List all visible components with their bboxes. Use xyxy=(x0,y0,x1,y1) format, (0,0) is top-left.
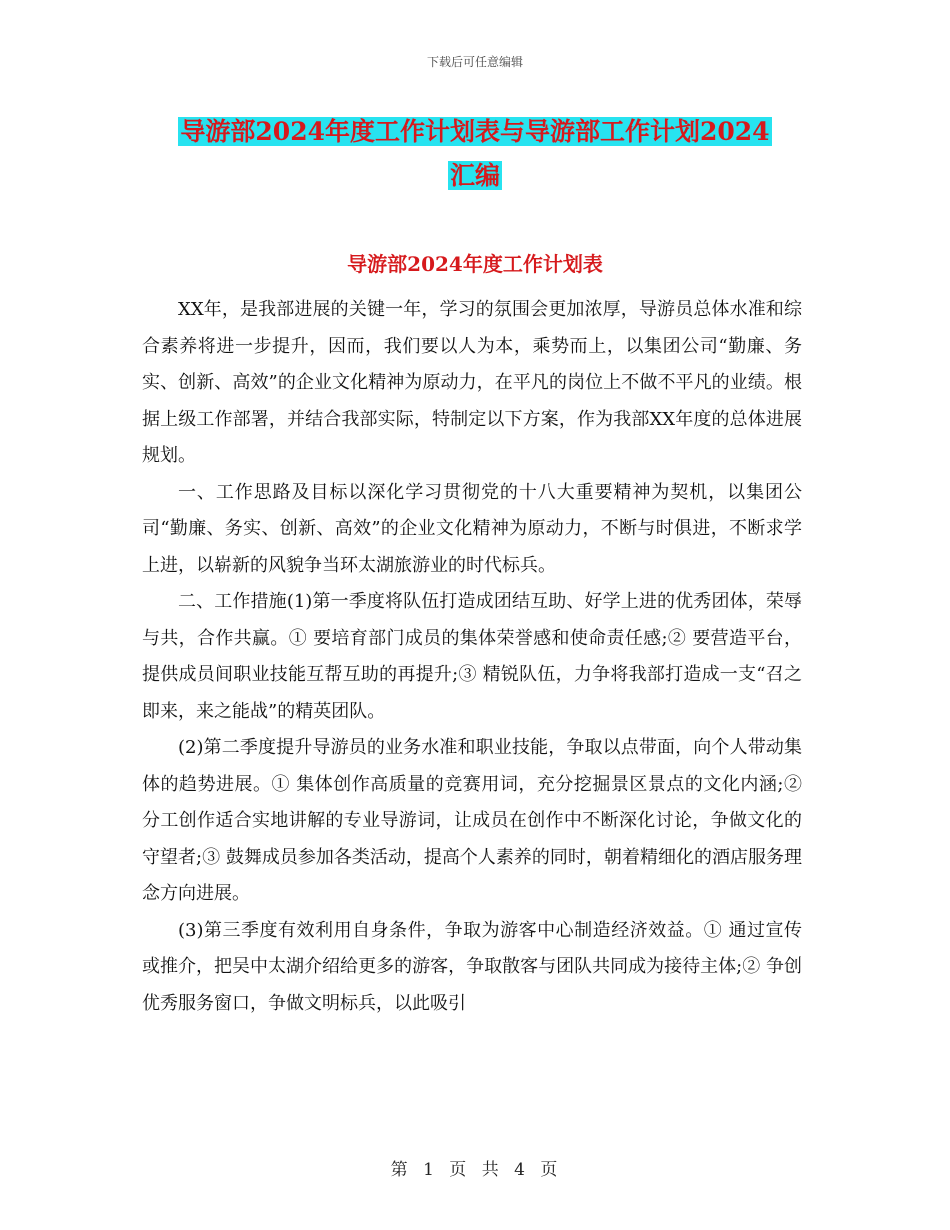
paragraph-goals: 一、工作思路及目标以深化学习贯彻党的十八大重要精神为契机，以集团公司“勤廉、务实、创新、高效”的企业文化精神为原动力，不断与时俱进，不断求学上进，以崭新的风貌争当环太湖旅游业的时代标兵。 xyxy=(142,481,802,576)
document-body xyxy=(142,292,802,1022)
header-note: 下载后可任意编辑 xyxy=(426,55,523,69)
paragraph-intro: XX年，是我部进展的关键一年，学习的氛围会更加浓厚，导游员总体水准和综合素养将进一步提升，因而，我们要以人为本，乘势而上，以集团公司“勤廉、务实、创新、高效”的企业文化精神为原动力，在平凡的岗位上不做不平凡的业绩。根据上级工作部署，并结合我部实际，特制定以下方案，作为我部XX年度的总体进展规划。 xyxy=(142,299,802,466)
section-title: 导游部2024年度工作计划表 xyxy=(347,252,603,276)
document-title xyxy=(140,110,810,198)
page-number: 第 1 页 共 4 页 xyxy=(390,1160,560,1180)
paragraph-measures-q2: (2)第二季度提升导游员的业务水准和职业技能，争取以点带面，向个人带动集体的趋势进展。① 集体创作高质量的竞赛用词，充分挖掘景区景点的文化内涵;② 分工创作适合实地讲解的专业导游词，让成员在创作中不断深化讨论，争做文化的守望者;③ 鼓舞成员参加各类活动，提高个人素养的同时，朝着精细化的酒店服务理念方向进展。 xyxy=(142,737,802,904)
paragraph-measures-q3: (3)第三季度有效利用自身条件，争取为游客中心制造经济效益。① 通过宣传或推介，把吴中太湖介绍给更多的游客，争取散客与团队共同成为接待主体;② 争创优秀服务窗口，争做文明标兵，以此吸引 xyxy=(142,919,802,1014)
document-title-line1: 导游部2024年度工作计划表与导游部工作计划2024 xyxy=(180,117,770,146)
paragraph-measures-q1: 二、工作措施(1)第一季度将队伍打造成团结互助、好学上进的优秀团体，荣辱与共，合作共赢。① 要培育部门成员的集体荣誉感和使命责任感;② 要营造平台，提供成员间职业技能互帮互助的再提升;③ 精锐队伍，力争将我部打造成一支“召之即来，来之能战”的精英团队。 xyxy=(142,591,802,722)
document-title-line2: 汇编 xyxy=(449,161,500,190)
